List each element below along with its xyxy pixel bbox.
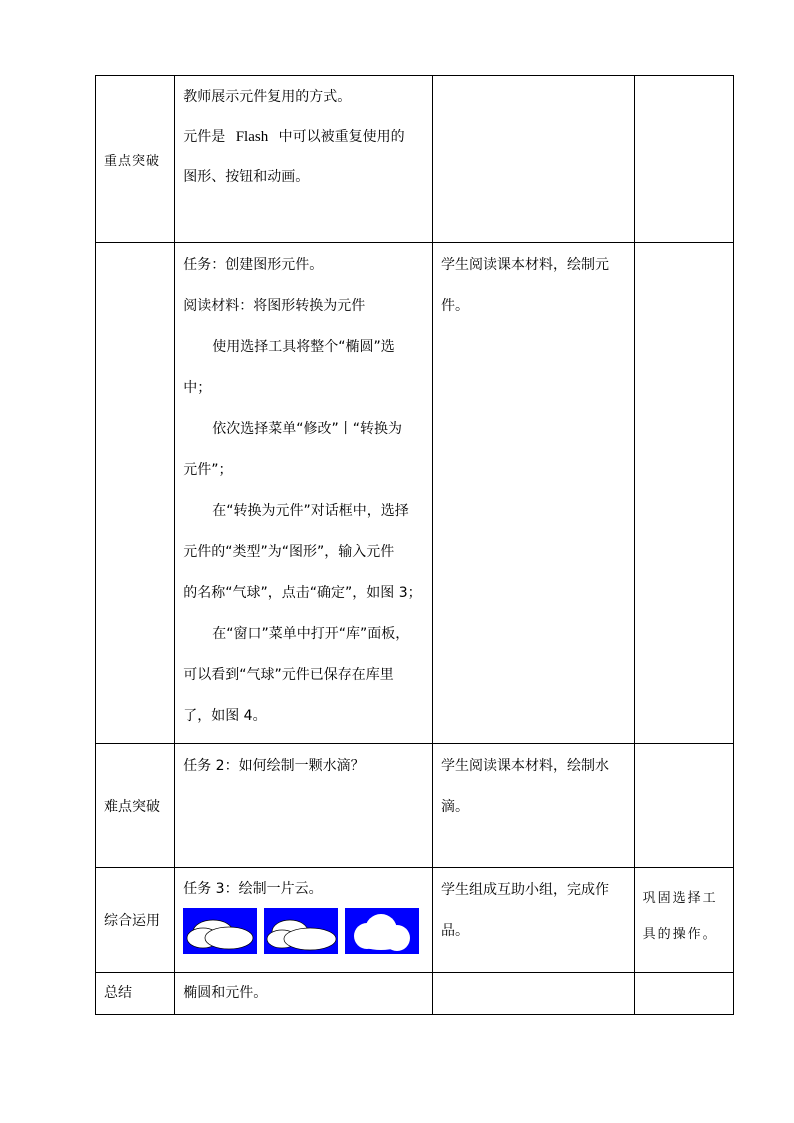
text-line: 依次选择菜单“修改”丨“转换为 [212, 421, 402, 437]
teacher-activity-cell [175, 76, 433, 243]
teacher-activity-cell [175, 243, 433, 744]
text-line: 任务：创建图形元件。 [183, 257, 324, 273]
text-line: 教师展示元件复用的方式。 [183, 89, 352, 105]
text-line: 椭圆和元件。 [183, 985, 268, 1001]
student-activity-cell [433, 76, 635, 243]
teacher-activity-cell [175, 868, 433, 973]
stage-cell [96, 76, 175, 243]
table-row [96, 973, 734, 1015]
text-line: 学生阅读课本材料，绘制水 [441, 758, 610, 774]
student-activity-cell [433, 243, 635, 744]
stage-cell [96, 243, 175, 744]
note-cell [634, 76, 733, 243]
text-line: 任务 2：如何绘制一颗水滴？ [183, 758, 365, 774]
note-cell [634, 243, 733, 744]
cloud-figure-2 [264, 908, 338, 954]
cloud-figure-3 [345, 908, 419, 954]
stage-label: 总结 [104, 985, 132, 1001]
text-line: 件。 [441, 298, 470, 314]
table-row [96, 744, 734, 868]
text-line: 元件的“类型”为“图形”，输入元件 [183, 544, 395, 560]
text-line: 学生阅读课本材料，绘制元 [441, 257, 610, 273]
text-line: 使用选择工具将整个“椭圆”选 [212, 339, 395, 355]
text-line [175, 117, 432, 157]
table-row [96, 76, 734, 243]
text-line: 具的操作。 [642, 927, 718, 942]
stage-cell [96, 868, 175, 973]
cloud-figure-row [175, 908, 432, 954]
student-activity-cell [433, 744, 635, 868]
text-line: 了，如图 4。 [183, 708, 267, 724]
stage-label: 重点突破 [104, 153, 161, 169]
student-activity-cell [433, 868, 635, 973]
student-activity-cell [433, 973, 635, 1015]
text-line: 在“窗口”菜单中打开“库”面板， [212, 626, 410, 642]
stage-cell [96, 973, 175, 1015]
text-line: 图形、按钮和动画。 [183, 169, 310, 185]
text-line: 在“转换为元件”对话框中，选择 [212, 503, 409, 519]
text-fragment: 中可以被重复使用的 [278, 129, 405, 145]
table-row [96, 243, 734, 744]
text-line: 任务 3：绘制一片云。 [183, 881, 323, 897]
text-line: 巩固选择工 [642, 891, 718, 906]
note-cell [634, 868, 733, 973]
text-fragment: 元件是 [183, 129, 226, 145]
cloud-figure-1 [183, 908, 257, 954]
stage-label: 综合运用 [104, 913, 160, 929]
text-line: 元件”； [183, 462, 233, 478]
text-line: 学生组成互助小组，完成作 [441, 882, 610, 898]
table-row [96, 868, 734, 973]
text-line: 滴。 [441, 799, 470, 815]
text-line: 可以看到“气球”元件已保存在库里 [183, 667, 394, 683]
note-cell [634, 744, 733, 868]
text-line: 品。 [441, 923, 470, 939]
text-line: 的名称“气球”，点击“确定”，如图 3； [183, 585, 422, 601]
text-line: 中； [183, 380, 212, 396]
lesson-plan-table [95, 75, 734, 1015]
text-fragment: Flash [235, 129, 269, 145]
stage-cell [96, 744, 175, 868]
note-text [635, 868, 733, 950]
stage-label: 难点突破 [104, 798, 160, 815]
note-cell [634, 973, 733, 1015]
teacher-activity-cell [175, 973, 433, 1015]
text-line: 阅读材料：将图形转换为元件 [183, 298, 366, 314]
teacher-activity-cell [175, 744, 433, 868]
